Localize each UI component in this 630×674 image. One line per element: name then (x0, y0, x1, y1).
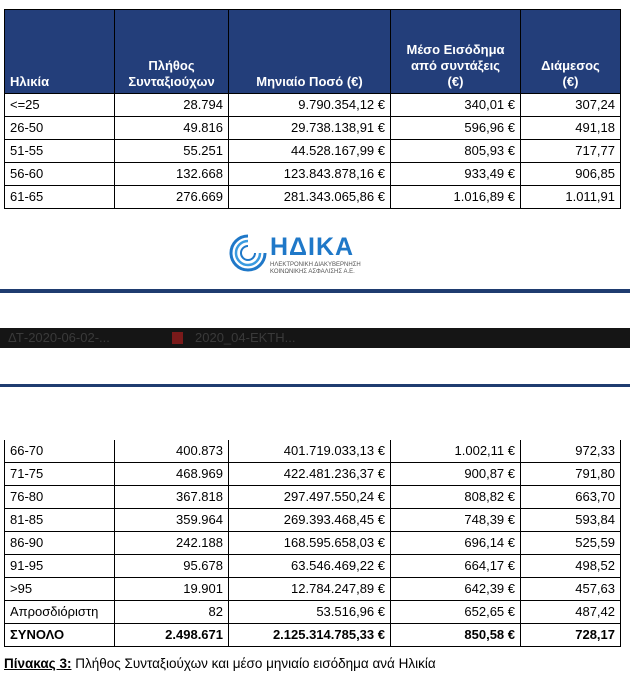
header-mean-line2: από συντάξεις (411, 58, 500, 73)
table-header-row (5, 10, 621, 94)
header-mean (391, 10, 521, 94)
header-median-line2: (€) (562, 74, 579, 89)
count-cell: 242.188 (115, 532, 229, 555)
caption-label: Πίνακας 3: (4, 656, 72, 671)
age-cell: >95 (5, 578, 115, 601)
count-cell: 276.669 (115, 186, 229, 209)
amount-cell: 401.719.033,13 € (229, 440, 391, 463)
taskbar-tab-document[interactable]: ΔΤ-2020-06-02-... (8, 330, 110, 345)
count-cell: 132.668 (115, 163, 229, 186)
table-row (5, 186, 621, 209)
mean-cell: 933,49 € (391, 163, 521, 186)
amount-cell: 123.843.878,16 € (229, 163, 391, 186)
table-row (5, 486, 621, 509)
amount-cell: 53.516,96 € (229, 601, 391, 624)
age-cell: 86-90 (5, 532, 115, 555)
mean-cell: 1.002,11 € (391, 440, 521, 463)
age-cell: 91-95 (5, 555, 115, 578)
amount-cell: 297.497.550,24 € (229, 486, 391, 509)
table-row (5, 140, 621, 163)
taskbar (0, 328, 630, 348)
median-cell: 717,77 (521, 140, 621, 163)
header-count-line1: Πλήθος (148, 58, 195, 73)
header-median (521, 10, 621, 94)
pdf-icon (172, 332, 183, 344)
amount-cell: 269.393.468,45 € (229, 509, 391, 532)
mean-cell: 748,39 € (391, 509, 521, 532)
amount-cell: 63.546.469,22 € (229, 555, 391, 578)
table-row (5, 601, 621, 624)
table-row (5, 555, 621, 578)
divider-bottom (0, 384, 630, 387)
count-cell: 55.251 (115, 140, 229, 163)
median-cell: 491,18 (521, 117, 621, 140)
age-cell: 61-65 (5, 186, 115, 209)
table-row (5, 94, 621, 117)
table-row (5, 509, 621, 532)
caption-text: Πλήθος Συνταξιούχων και μέσο μηνιαίο εισόδημα ανά Ηλικία (71, 656, 436, 671)
amount-cell: 44.528.167,99 € (229, 140, 391, 163)
count-cell: 359.964 (115, 509, 229, 532)
table-row (5, 117, 621, 140)
median-cell: 663,70 (521, 486, 621, 509)
amount-cell: 281.343.065,86 € (229, 186, 391, 209)
idika-logo (228, 231, 398, 279)
count-cell: 367.818 (115, 486, 229, 509)
age-cell: Απροσδιόριστη (5, 601, 115, 624)
header-count-line2: Συνταξιούχων (128, 74, 215, 89)
header-median-line1: Διάμεσος (541, 58, 600, 73)
header-count (115, 10, 229, 94)
count-cell: 49.816 (115, 117, 229, 140)
amount-cell: 422.481.236,37 € (229, 463, 391, 486)
logo-name: ΗΔΙΚΑ (270, 233, 355, 261)
age-cell: 71-75 (5, 463, 115, 486)
median-cell: 593,84 (521, 509, 621, 532)
age-cell: 26-50 (5, 117, 115, 140)
header-age: Ηλικία (5, 10, 115, 94)
table-row (5, 163, 621, 186)
count-cell: 468.969 (115, 463, 229, 486)
mean-cell: 340,01 € (391, 94, 521, 117)
median-cell: 487,42 (521, 601, 621, 624)
mean-cell: 696,14 € (391, 532, 521, 555)
median-cell: 906,85 (521, 163, 621, 186)
mean-cell: 900,87 € (391, 463, 521, 486)
logo-subtitle-line2: ΚΟΙΝΩΝΙΚΗΣ ΑΣΦΑΛΙΣΗΣ Α.Ε. (270, 269, 355, 275)
age-cell: 66-70 (5, 440, 115, 463)
count-cell: 28.794 (115, 94, 229, 117)
mean-cell: 805,93 € (391, 140, 521, 163)
mean-cell: 850,58 € (391, 624, 521, 647)
age-cell: 81-85 (5, 509, 115, 532)
pensioners-table-top (4, 9, 621, 209)
table-row (5, 440, 621, 463)
amount-cell: 12.784.247,89 € (229, 578, 391, 601)
divider-top (0, 289, 630, 293)
logo-subtitle (270, 262, 361, 276)
count-cell: 19.901 (115, 578, 229, 601)
age-cell: <=25 (5, 94, 115, 117)
mean-cell: 642,39 € (391, 578, 521, 601)
header-amount: Μηνιαίο Ποσό (€) (229, 10, 391, 94)
count-cell: 95.678 (115, 555, 229, 578)
mean-cell: 664,17 € (391, 555, 521, 578)
logo-subtitle-line1: ΗΛΕΚΤΡΟΝΙΚΗ ΔΙΑΚΥΒΕΡΝΗΣΗ (270, 262, 361, 268)
count-cell: 400.873 (115, 440, 229, 463)
count-cell: 82 (115, 601, 229, 624)
mean-cell: 1.016,89 € (391, 186, 521, 209)
amount-cell: 2.125.314.785,33 € (229, 624, 391, 647)
count-cell: 2.498.671 (115, 624, 229, 647)
mean-cell: 808,82 € (391, 486, 521, 509)
header-mean-line3: (€) (447, 74, 464, 89)
amount-cell: 29.738.138,91 € (229, 117, 391, 140)
mean-cell: 652,65 € (391, 601, 521, 624)
taskbar-tab-pdf[interactable]: 2020_04-ΕΚΤΗ... (195, 330, 296, 345)
median-cell: 728,17 (521, 624, 621, 647)
age-cell: ΣΥΝΟΛΟ (5, 624, 115, 647)
pensioners-table-bottom (4, 440, 621, 647)
logo-swirl-icon (228, 231, 268, 275)
total-row (5, 624, 621, 647)
median-cell: 498,52 (521, 555, 621, 578)
age-cell: 51-55 (5, 140, 115, 163)
table-row (5, 532, 621, 555)
table-row (5, 578, 621, 601)
median-cell: 525,59 (521, 532, 621, 555)
mean-cell: 596,96 € (391, 117, 521, 140)
age-cell: 76-80 (5, 486, 115, 509)
amount-cell: 168.595.658,03 € (229, 532, 391, 555)
table-row (5, 463, 621, 486)
median-cell: 1.011,91 (521, 186, 621, 209)
median-cell: 791,80 (521, 463, 621, 486)
median-cell: 307,24 (521, 94, 621, 117)
amount-cell: 9.790.354,12 € (229, 94, 391, 117)
age-cell: 56-60 (5, 163, 115, 186)
median-cell: 972,33 (521, 440, 621, 463)
median-cell: 457,63 (521, 578, 621, 601)
table-caption (4, 656, 436, 671)
header-mean-line1: Μέσο Εισόδημα (406, 42, 505, 57)
